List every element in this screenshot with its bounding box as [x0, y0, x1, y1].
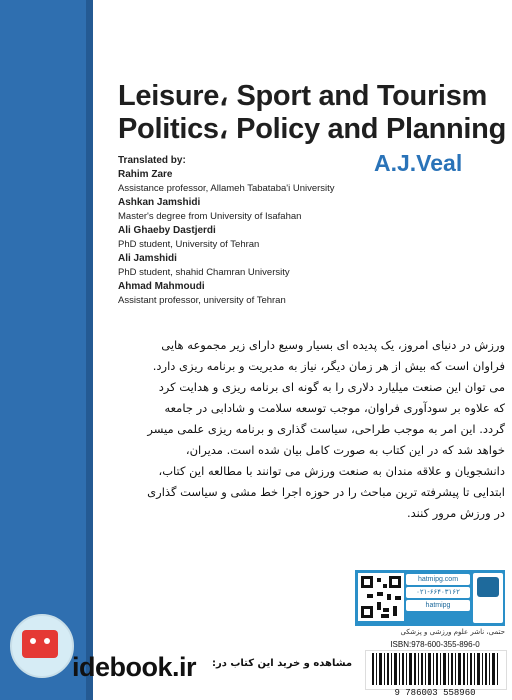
- book-blurb: [105, 335, 505, 524]
- blurb-line: دانشجویان و علاقه مندان به صنعت ورزش می توانند با مطالعه این کتاب،: [158, 464, 505, 478]
- blurb-line: گردد. این امر به موجب طراحی، سیاست گذاری و برنامه ریزی علمی میسر: [147, 422, 505, 436]
- blue-spine: [0, 0, 93, 700]
- spine-shadow: [86, 0, 93, 700]
- translators-section: [118, 155, 368, 308]
- translator-role: PhD student, shahid Chamran University: [118, 267, 290, 278]
- translator-name: Rahim Zare: [118, 169, 173, 180]
- barcode-icon: [365, 650, 507, 690]
- translator-role: PhD student, University of Tehran: [118, 239, 260, 250]
- blurb-line: فراوان است که بیش از هر زمان دیگر، نیاز به مدیریت و برنامه ریزی دارد.: [152, 359, 505, 373]
- watermark-caption: مشاهده و خرید این کتاب در:: [212, 658, 353, 669]
- watermark-site[interactable]: idebook.ir: [72, 652, 197, 682]
- translator-name: Ali Ghaeby Dastjerdi: [118, 225, 216, 236]
- blurb-line: ورزش در دنیای امروز، یک پدیده ای بسیار وسیع دارای زیر مجموعه هایی: [161, 338, 505, 352]
- publisher-social[interactable]: hatmipg: [406, 600, 470, 611]
- publisher-contacts: [406, 574, 470, 613]
- translator-name: Ahmad Mahmoudi: [118, 281, 205, 292]
- barcode-number: 9 786003 558960: [394, 688, 476, 698]
- blurb-line: که علاوه بر سودآوری فراوان، موجب توسعه سلامت و شادابی در جامعه: [164, 401, 505, 415]
- translators-header: Translated by:: [118, 155, 186, 166]
- blurb-line: در ورزش مرور کنند.: [406, 506, 505, 520]
- blurb-line: می توان این صنعت میلیارد دلاری را به گونه ای برنامه ریزی و هدایت کرد: [158, 380, 505, 394]
- title-line-1: Leisure، Sport and Tourism: [118, 80, 488, 112]
- title-line-2: Politics، Policy and Planning: [118, 113, 507, 145]
- qr-code-icon: [358, 573, 404, 621]
- publisher-website[interactable]: hatmipg.com: [406, 574, 470, 585]
- translator-name: Ali Jamshidi: [118, 253, 177, 264]
- publisher-phone: ۰۲۱-۶۶۴۰۳۱۶۲: [406, 587, 470, 598]
- book-title: [118, 80, 507, 146]
- blurb-line: ابتدایی تا پیشرفته ترین مباحث را در حوزه اجرا خط مشی و سیاست گذاری: [147, 485, 505, 499]
- translator-role: Assistant professor, university of Tehran: [118, 295, 286, 306]
- blurb-line: خواهد شد که در این کتاب به صورت کامل بیان شده است. مدیران،: [185, 443, 505, 457]
- isbn-text: ISBN:978-600-355-896-0: [390, 640, 480, 649]
- translator-name: Ashkan Jamshidi: [118, 197, 201, 208]
- author-name: A.J.Veal: [374, 150, 463, 176]
- publisher-name: حتمی، ناشر علوم ورزشی و پزشکی: [400, 628, 505, 636]
- publisher-logo-icon: [473, 573, 503, 623]
- translator-role: Master's degree from University of Isafahan: [118, 211, 302, 222]
- book-mascot-icon: [22, 630, 58, 658]
- translator-role: Assistance professor, Allameh Tabataba'i University: [118, 183, 335, 194]
